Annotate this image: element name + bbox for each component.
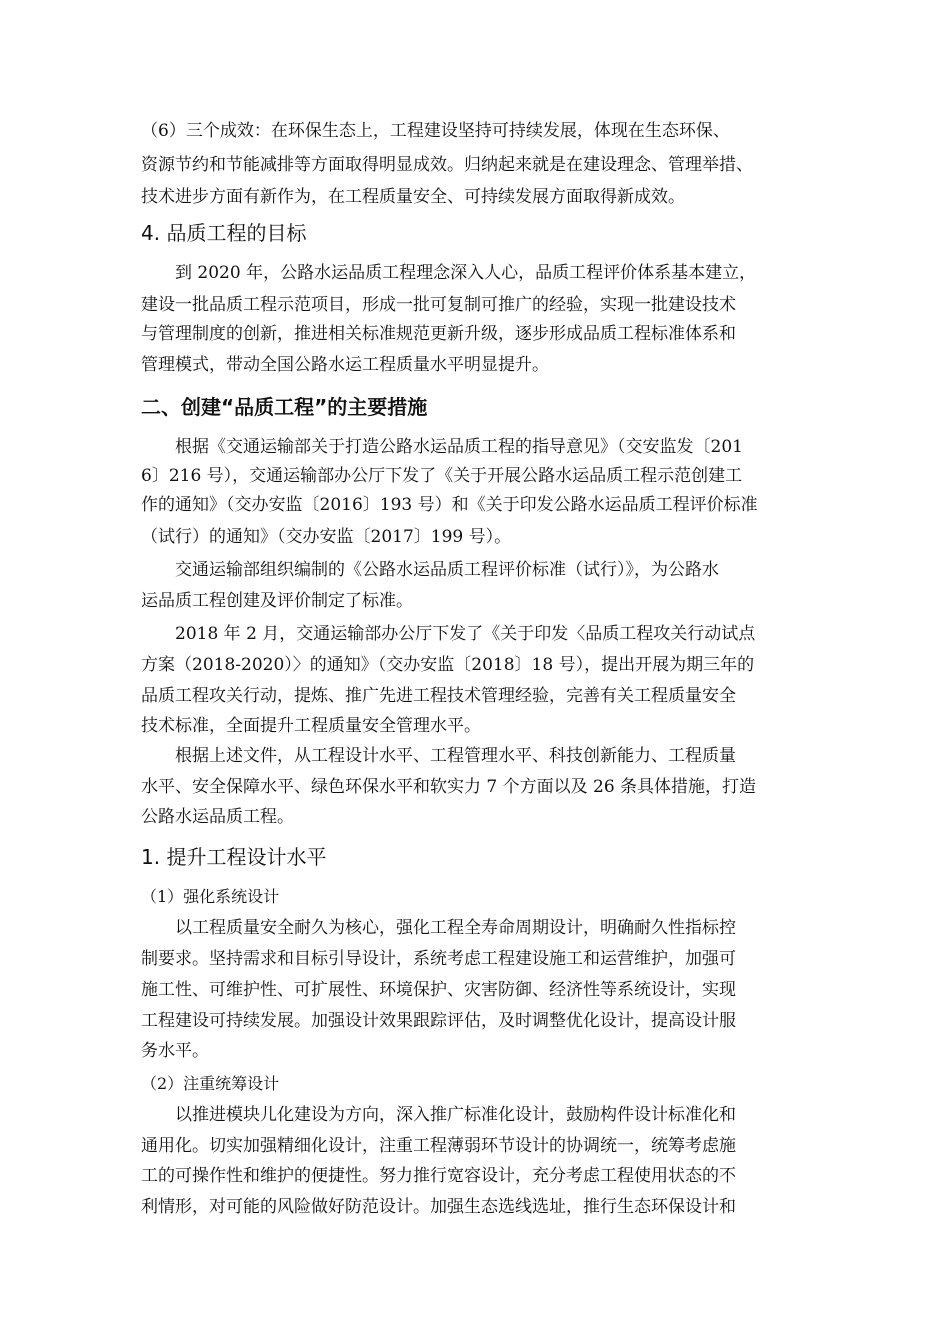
section-heading: 1. 提升工程设计水平 <box>141 845 327 869</box>
paragraph-line: （6）三个成效：在环保生态上，工程建设坚持可持续发展，体现在生态环保、 <box>141 121 730 141</box>
paragraph-line: 工的可操作性和维护的便捷性。努力推行宽容设计，充分考虑工程使用状态的不 <box>141 1166 736 1186</box>
paragraph-line: 务水平。 <box>141 1041 209 1061</box>
paragraph-line: 交通运输部组织编制的《公路水运品质工程评价标准（试行）》，为公路水 <box>175 560 719 580</box>
paragraph-line: 利情形，对可能的风险做好防范设计。加强生态选线选址，推行生态环保设计和 <box>141 1197 736 1217</box>
paragraph-line: 作的通知》（交办安监〔2016〕193 号）和《关于印发公路水运品质工程评价标准 <box>141 495 758 515</box>
paragraph-line: 以推进模块儿化建设为方向，深入推广标准化设计，鼓励构件设计标准化和 <box>175 1105 736 1125</box>
paragraph-line: 6〕216 号），交通运输部办公厅下发了《关于开展公路水运品质工程示范创建工 <box>141 466 743 486</box>
paragraph-line: 公路水运品质工程。 <box>141 807 294 827</box>
paragraph-line: 制要求。坚持需求和目标引导设计，系统考虑工程建设施工和运营维护，加强可 <box>141 949 736 969</box>
paragraph-line: 资源节约和节能减排等方面取得明显成效。归纳起来就是在建设理念、管理举措、 <box>141 155 753 175</box>
paragraph-line: 以工程质量安全耐久为核心，强化工程全寿命周期设计，明确耐久性指标控 <box>175 918 736 938</box>
paragraph-line: （试行）的通知》（交办安监〔2017〕199 号）。 <box>141 527 512 547</box>
paragraph-line: 建设一批品质工程示范项目，形成一批可复制可推广的经验，实现一批建设技术 <box>141 295 736 315</box>
paragraph-line: 管理模式，带动全国公路水运工程质量水平明显提升。 <box>141 355 549 375</box>
paragraph-line: 2018 年 2 月，交通运输部办公厅下发了《关于印发〈品质工程攻关行动试点 <box>175 624 756 644</box>
paragraph-line: 根据《交通运输部关于打造公路水运品质工程的指导意见》（交安监发〔201 <box>175 437 743 457</box>
paragraph-line: 方案（2018-2020）〉的通知》（交办安监〔2018〕18 号），提出开展为期三年的 <box>141 655 755 675</box>
paragraph-line: 施工性、可维护性、可扩展性、环境保护、灾害防御、经济性等系统设计，实现 <box>141 980 736 1000</box>
paragraph-line: 技术标准，全面提升工程质量安全管理水平。 <box>141 716 481 736</box>
paragraph-line: 与管理制度的创新，推进相关标准规范更新升级，逐步形成品质工程标准体系和 <box>141 324 736 344</box>
paragraph-line: 品质工程攻关行动，提炼、推广先进工程技术管理经验，完善有关工程质量安全 <box>141 686 736 706</box>
paragraph-line: 技术进步方面有新作为，在工程质量安全、可持续发展方面取得新成效。 <box>141 187 685 207</box>
paragraph-line: 运品质工程创建及评价制定了标准。 <box>141 591 413 611</box>
section-heading: 4. 品质工程的目标 <box>141 221 307 245</box>
subsection-heading: （2）注重统筹设计 <box>141 1074 280 1093</box>
subsection-heading: （1）强化系统设计 <box>141 887 280 906</box>
paragraph-line: 工程建设可持续发展。加强设计效果跟踪评估，及时调整优化设计，提高设计服 <box>141 1011 736 1031</box>
paragraph-line: 通用化。切实加强精细化设计，注重工程薄弱环节设计的协调统一，统筹考虑施 <box>141 1136 736 1156</box>
paragraph-line: 水平、安全保障水平、绿色环保水平和软实力 7 个方面以及 26 条具体措施，打造 <box>141 777 757 797</box>
paragraph-line: 到 2020 年，公路水运品质工程理念深入人心，品质工程评价体系基本建立， <box>175 263 757 283</box>
paragraph-line: 根据上述文件，从工程设计水平、工程管理水平、科技创新能力、工程质量 <box>175 746 736 766</box>
chapter-heading: 二、创建“品质工程”的主要措施 <box>141 395 428 419</box>
